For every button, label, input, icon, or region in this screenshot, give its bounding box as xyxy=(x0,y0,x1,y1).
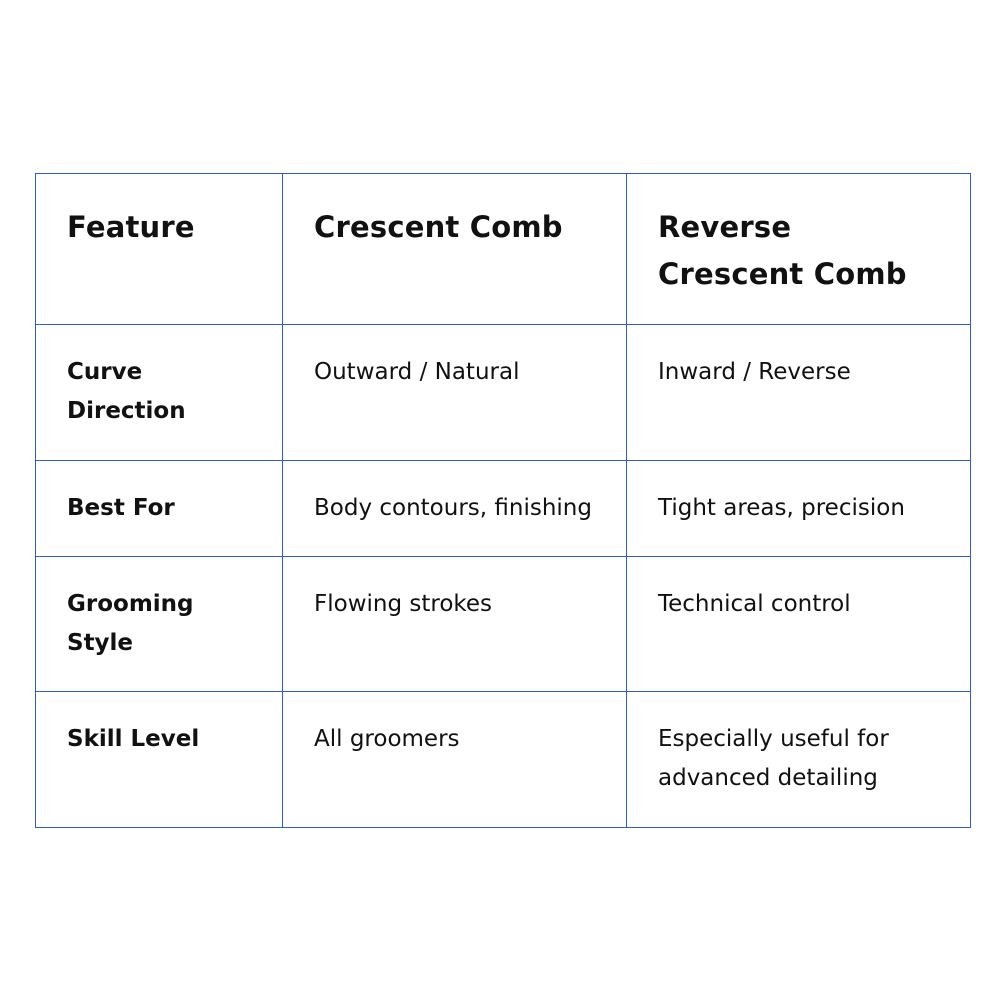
header-feature: Feature xyxy=(36,174,283,325)
comparison-table xyxy=(35,173,971,828)
table-row xyxy=(36,461,971,557)
cell-reverse: Especially useful for advanced detailing xyxy=(627,692,971,828)
cell-crescent: Outward / Natural xyxy=(283,325,627,461)
cell-crescent: All groomers xyxy=(283,692,627,828)
table-row xyxy=(36,325,971,461)
table-header-row xyxy=(36,174,971,325)
row-label: Curve Direction xyxy=(36,325,283,461)
header-reverse-crescent-comb: Reverse Crescent Comb xyxy=(627,174,971,325)
table-row xyxy=(36,557,971,692)
cell-reverse: Technical control xyxy=(627,557,971,692)
cell-crescent: Body contours, finishing xyxy=(283,461,627,557)
table-row xyxy=(36,692,971,828)
header-crescent-comb: Crescent Comb xyxy=(283,174,627,325)
row-label: Best For xyxy=(36,461,283,557)
row-label: Skill Level xyxy=(36,692,283,828)
cell-crescent: Flowing strokes xyxy=(283,557,627,692)
cell-reverse: Inward / Reverse xyxy=(627,325,971,461)
row-label: Grooming Style xyxy=(36,557,283,692)
cell-reverse: Tight areas, precision xyxy=(627,461,971,557)
